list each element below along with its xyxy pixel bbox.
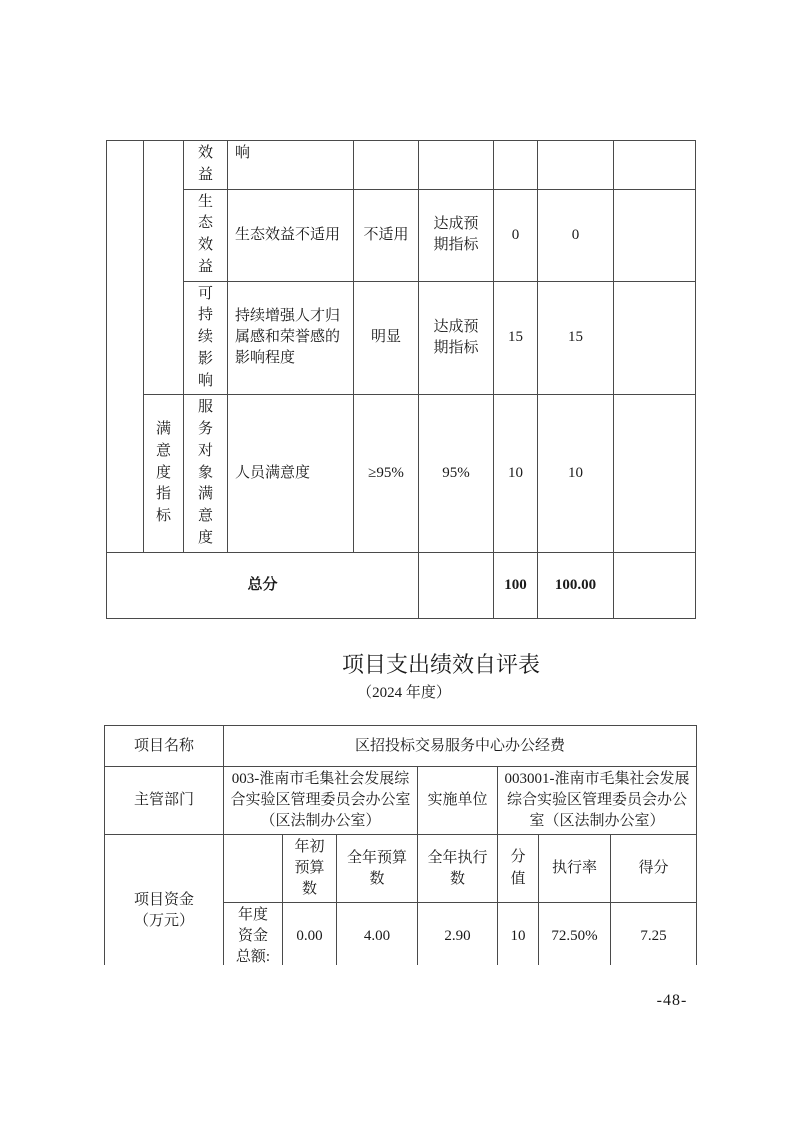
self-evaluation-table	[104, 725, 700, 965]
table1-category-service-target	[184, 395, 228, 552]
header-annual-execution	[418, 835, 498, 903]
empty-cell	[419, 141, 494, 190]
header-text: 全年预算数	[346, 849, 407, 887]
department-label: 主管部门	[105, 767, 224, 835]
value-execution-rate: 72.50%	[539, 903, 611, 966]
header-execution-rate: 执行率	[539, 835, 611, 903]
value-score: 7.25	[611, 903, 697, 966]
actual-value: 达成预期指标	[433, 216, 479, 253]
header-initial-budget	[283, 835, 337, 903]
empty-cell	[494, 141, 538, 190]
table1-outer-category-cell	[107, 141, 144, 553]
unit-label: 实施单位	[418, 767, 498, 835]
table1-indicator-continued: 响	[228, 141, 354, 190]
category-label: 生态效益	[197, 193, 213, 275]
table1-total-score: 100.00	[538, 552, 614, 618]
header-annual-budget	[337, 835, 418, 903]
table1-row-sustainable-impact	[107, 281, 696, 395]
table1-row-total	[107, 552, 696, 618]
table1-actual-satisfaction: 95%	[419, 395, 494, 552]
table1-indicator-satisfaction: 人员满意度	[228, 395, 354, 552]
table1-points-sustain: 15	[494, 281, 538, 395]
table1-group-satisfaction	[144, 395, 184, 552]
table1-points-satisfaction: 10	[494, 395, 538, 552]
table1-total-points: 100	[494, 552, 538, 618]
table1-indicator-eco: 生态效益不适用	[228, 189, 354, 281]
table1-target-eco: 不适用	[354, 189, 419, 281]
table1-indicator-sustain: 持续增强人才归属感和荣誉感的影响程度	[228, 281, 354, 395]
table2-row-project-name	[105, 726, 697, 767]
table1-target-sustain: 明显	[354, 281, 419, 395]
group-label: 满意度指标	[155, 421, 171, 524]
empty-cell	[614, 552, 696, 618]
header-text: 全年执行数	[427, 849, 488, 887]
table1-category-benefit	[184, 141, 228, 190]
table1-score-eco: 0	[538, 189, 614, 281]
value-annual-execution: 2.90	[418, 903, 498, 966]
empty-cell	[614, 281, 696, 395]
header-score: 得分	[611, 835, 697, 903]
table1-score-sustain: 15	[538, 281, 614, 395]
performance-indicator-table	[106, 140, 696, 619]
page-subtitle: （2024 年度）	[357, 685, 451, 701]
empty-cell	[614, 189, 696, 281]
category-label: 可持续影响	[197, 285, 213, 389]
table2-row-funds-header	[105, 835, 697, 903]
category-label: 效益	[197, 145, 213, 183]
empty-cell	[538, 141, 614, 190]
table1-row-eco-benefit	[107, 189, 696, 281]
table1-actual-eco	[419, 189, 494, 281]
department-value: 003-淮南市毛集社会发展综合实验区管理委员会办公室（区法制办公室）	[224, 767, 418, 835]
empty-cell	[224, 835, 283, 903]
table1-total-label: 总分	[107, 552, 419, 618]
table1-row-satisfaction	[107, 395, 696, 552]
page-title: 项目支出绩效自评表	[341, 652, 541, 677]
project-name-value: 区招投标交易服务中心办公经费	[224, 726, 697, 767]
empty-cell	[614, 395, 696, 552]
annual-total-text: 年度资金总额:	[235, 907, 271, 965]
table1-score-satisfaction: 10	[538, 395, 614, 552]
table1-group-cell-benefit	[144, 141, 184, 395]
empty-cell	[354, 141, 419, 190]
empty-cell	[614, 141, 696, 190]
funds-label	[105, 835, 224, 966]
table1-actual-sustain	[419, 281, 494, 395]
project-name-label: 项目名称	[105, 726, 224, 767]
empty-cell	[419, 552, 494, 618]
header-text: 年初预算数	[294, 839, 325, 897]
header-text: 分值	[510, 848, 526, 887]
page-number: -48-	[656, 992, 688, 1009]
table2-row-department	[105, 767, 697, 835]
table1-target-satisfaction: ≥95%	[354, 395, 419, 552]
unit-value: 003001-淮南市毛集社会发展综合实验区管理委员会办公室（区法制办公室）	[498, 767, 697, 835]
value-initial-budget: 0.00	[283, 903, 337, 966]
value-annual-budget: 4.00	[337, 903, 418, 966]
value-points: 10	[498, 903, 539, 966]
annual-total-label	[224, 903, 283, 966]
header-points	[498, 835, 539, 903]
actual-value: 达成预期指标	[433, 318, 479, 356]
funds-label-text: 项目资金（万元）	[133, 891, 194, 929]
table1-points-eco: 0	[494, 189, 538, 281]
table1-category-sustain	[184, 281, 228, 395]
table1-row-continued	[107, 141, 696, 190]
table1-category-eco	[184, 189, 228, 281]
category-label: 服务对象满意度	[197, 399, 213, 546]
